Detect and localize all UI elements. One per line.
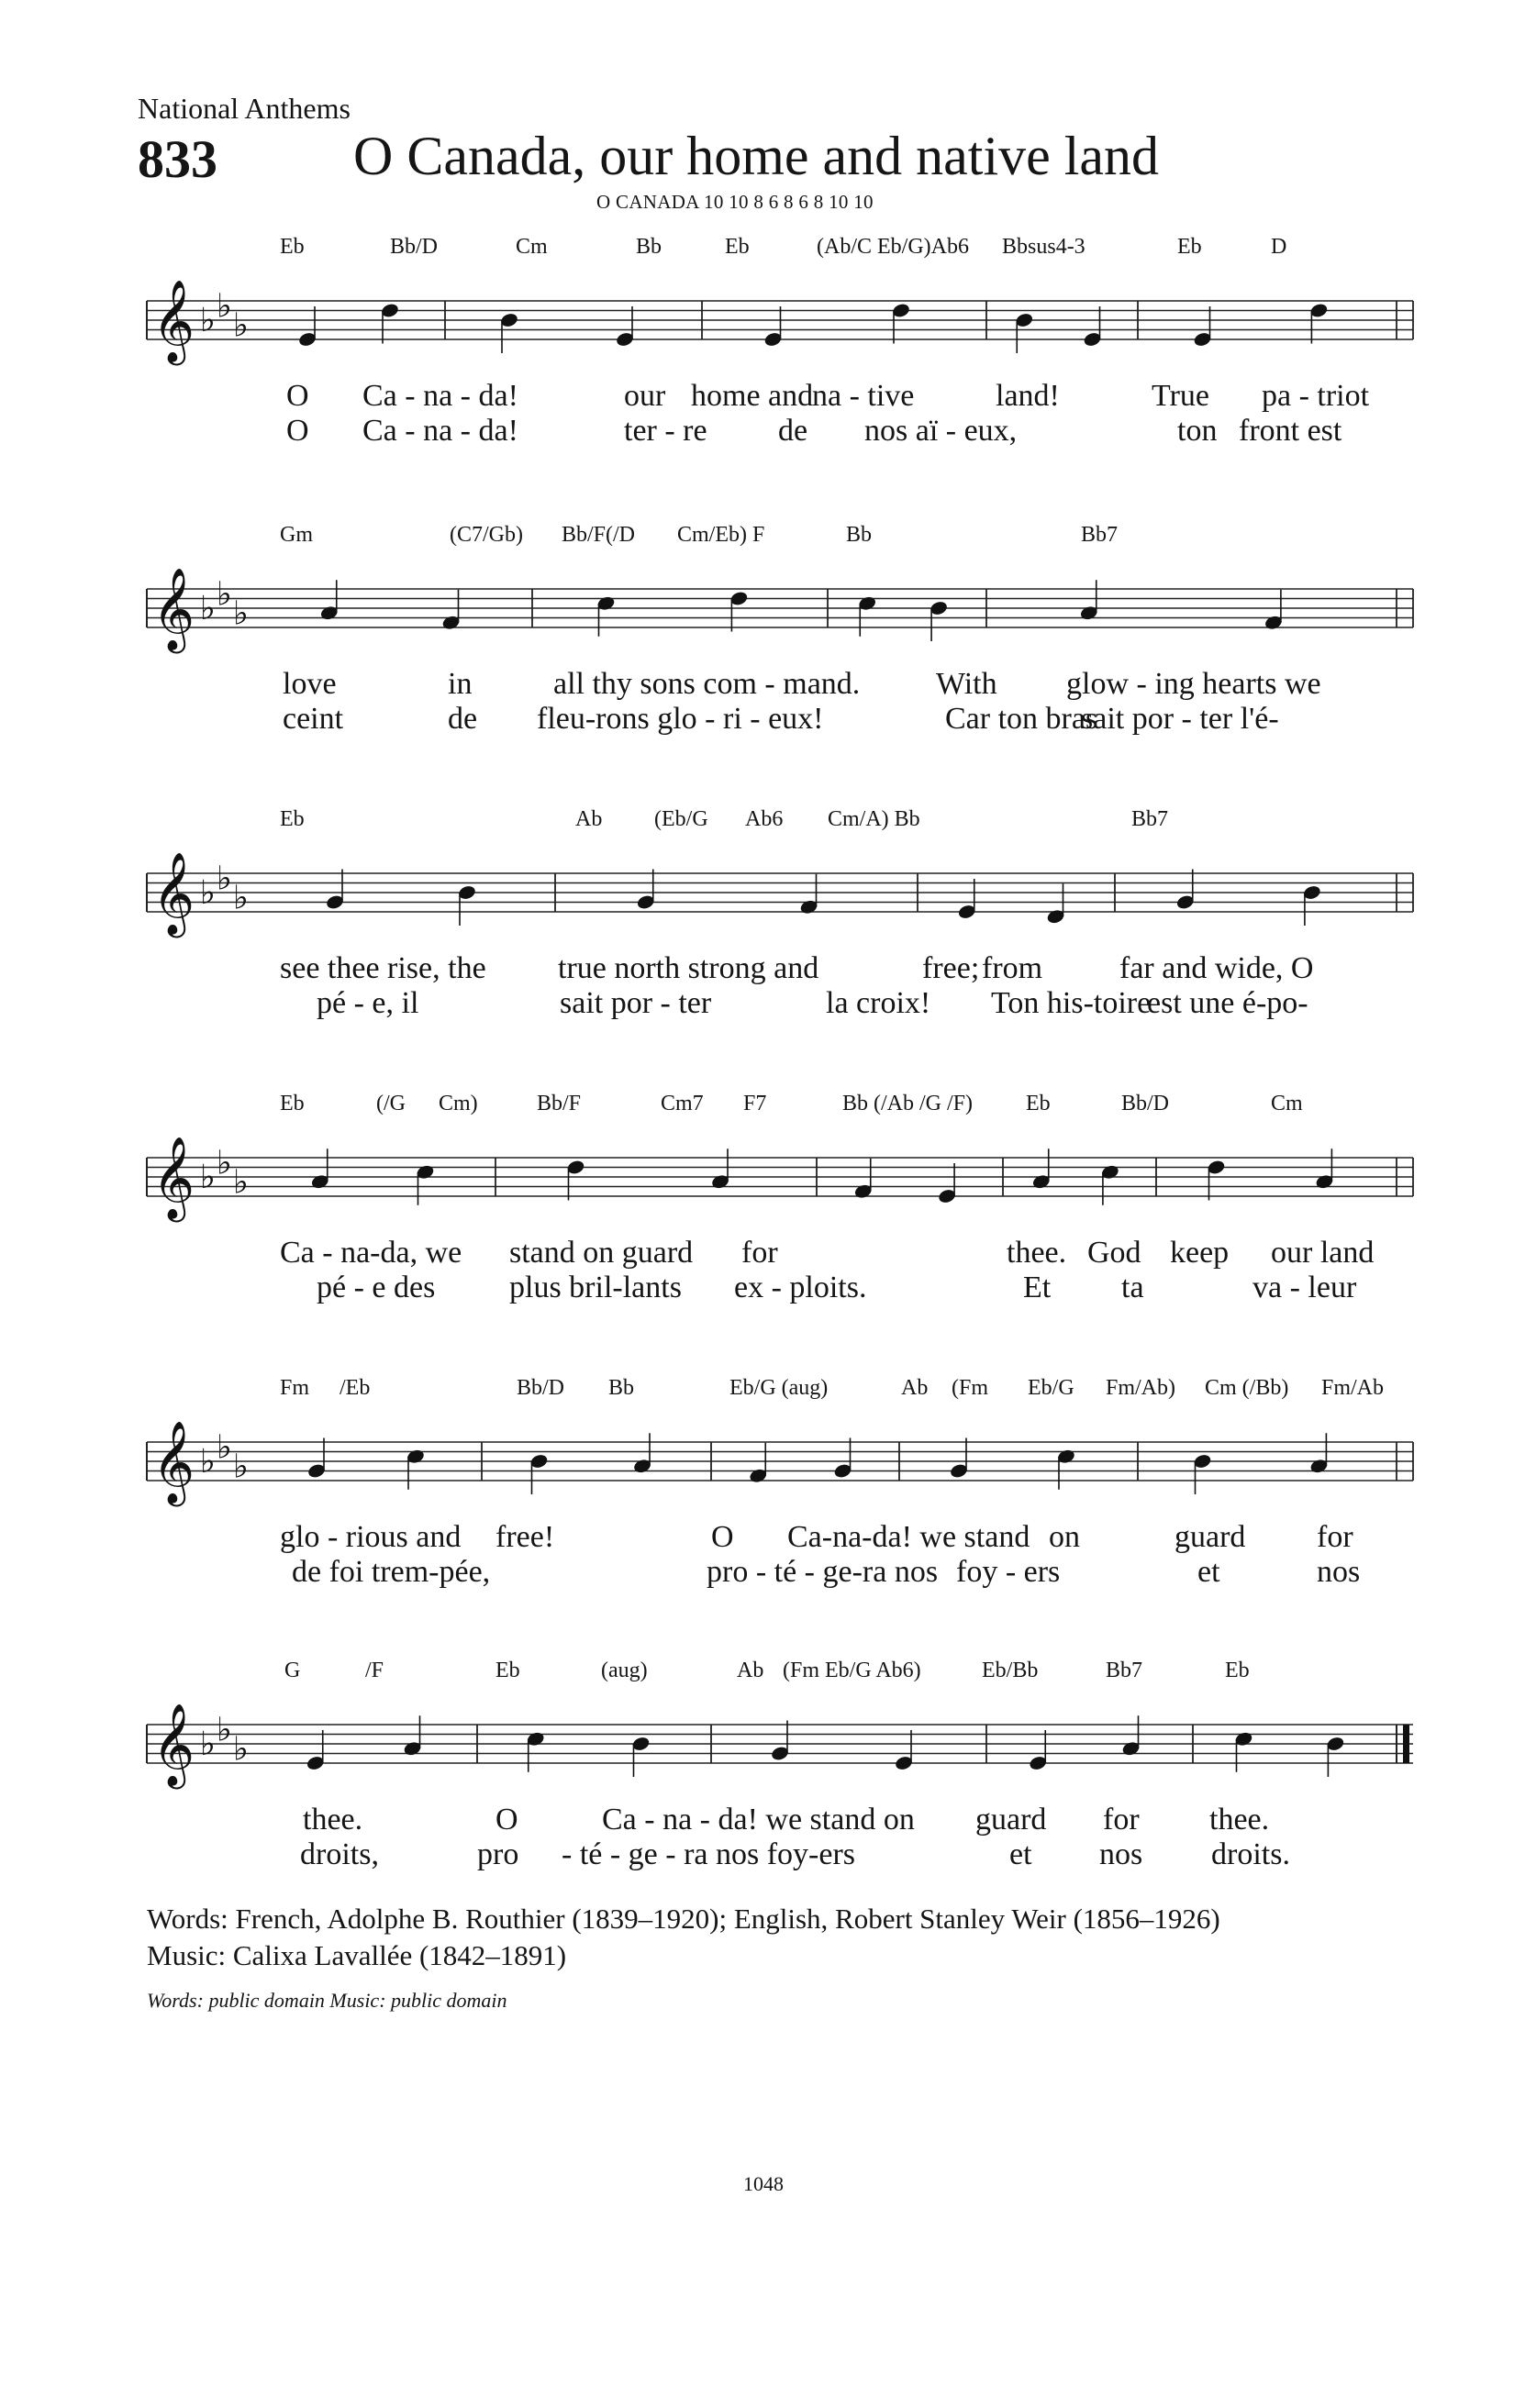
lyric-verse1: thee. <box>303 1803 363 1837</box>
lyric-verse1: glow - ing hearts we <box>1066 667 1321 701</box>
treble-clef: 𝄞 <box>152 280 195 362</box>
chord-symbol: (C7/Gb) <box>450 523 523 547</box>
chord-symbol: F7 <box>743 1092 767 1115</box>
lyric-verse1: O <box>711 1520 734 1554</box>
chord-symbol: Bb/F(/D <box>562 523 636 547</box>
chord-symbol: Cm/Eb) F <box>677 523 765 547</box>
chord-symbol: Bb/D <box>1121 1092 1170 1115</box>
chord-symbol: Bb7 <box>1131 807 1169 831</box>
lyric-verse1: thee. <box>1209 1803 1270 1837</box>
key-signature-flat: ♭ <box>200 590 216 627</box>
lyric-verse1: glo - rious and <box>280 1520 462 1554</box>
chord-symbol: Bb7 <box>1106 1659 1143 1682</box>
chord-symbol: Bb (/Ab /G /F) <box>842 1092 974 1115</box>
lyric-verse1: Ca - na - da! we stand on <box>602 1803 915 1837</box>
lyric-verse1: pa - triot <box>1262 379 1370 413</box>
key-signature-flat: ♭ <box>217 575 232 614</box>
chord-symbol: Bb/D <box>390 235 439 259</box>
key-signature-flat: ♭ <box>217 860 232 898</box>
chord-symbol: /F <box>365 1659 384 1682</box>
music-credit: Music: Calixa Lavallée (1842–1891) <box>147 1939 567 1971</box>
hymn-number: 833 <box>138 129 217 189</box>
lyric-verse2: pé - e, il <box>317 986 419 1020</box>
lyric-verse2: Ca - na - da! <box>362 414 518 448</box>
key-signature-flat: ♭ <box>217 1144 232 1182</box>
lyric-verse2: pé - e des <box>317 1271 436 1304</box>
lyric-verse2: pro <box>477 1837 519 1871</box>
lyric-verse1: home and <box>691 379 814 413</box>
lyric-verse2: plus bril-lants <box>509 1271 682 1304</box>
chord-symbol: (/G <box>376 1092 406 1115</box>
lyric-verse1: for <box>741 1236 778 1270</box>
chord-symbol: Cm) <box>439 1092 478 1115</box>
lyric-verse1: na - tive <box>812 379 915 413</box>
chord-symbol: (Eb/G <box>654 807 708 831</box>
lyric-verse2: Et <box>1023 1271 1052 1304</box>
lyric-verse2: - té - ge - ra nos foy-ers <box>562 1837 856 1871</box>
lyric-verse1: guard <box>975 1803 1047 1837</box>
lyric-verse1: on <box>1049 1520 1080 1554</box>
credits <box>147 1901 1220 1974</box>
lyric-verse2: droits, <box>300 1837 379 1871</box>
lyric-verse1: in <box>448 667 473 701</box>
staff-system-5 <box>0 1415 1514 1515</box>
key-signature-flat: ♭ <box>217 1711 232 1749</box>
chord-symbol: Bb <box>846 523 873 547</box>
chord-symbol: Eb/G (aug) <box>729 1376 829 1400</box>
hymn-title: O Canada, our home and native land <box>353 126 1160 186</box>
chord-symbol: Cm7 <box>661 1092 704 1115</box>
lyric-verse1: love <box>283 667 337 701</box>
chord-symbol: Fm/Ab) <box>1106 1376 1176 1400</box>
lyric-verse2: fleu-rons glo - ri - eux! <box>537 702 824 736</box>
chord-symbol: (aug) <box>601 1659 648 1682</box>
lyric-verse2: de <box>448 702 478 736</box>
lyric-verse2: ex - ploits. <box>734 1271 867 1304</box>
treble-clef: 𝄞 <box>152 1421 195 1504</box>
chord-symbol: Cm (/Bb) <box>1205 1376 1289 1400</box>
chord-symbol: Fm <box>280 1376 310 1400</box>
lyric-verse2: est une é-po- <box>1147 986 1308 1020</box>
chord-symbol: Cm/A) Bb <box>828 807 920 831</box>
key-signature-flat: ♭ <box>200 1443 216 1481</box>
lyric-verse2: O <box>286 414 309 448</box>
lyric-verse1: keep <box>1170 1236 1230 1270</box>
chord-symbol: Eb <box>725 235 750 259</box>
staff-system-2 <box>0 561 1514 662</box>
lyric-verse1: guard <box>1174 1520 1246 1554</box>
chord-symbol: Eb <box>280 1092 305 1115</box>
chord-symbol: Ab <box>575 807 603 831</box>
chord-symbol: Eb/G <box>1028 1376 1074 1400</box>
final-barline <box>1403 1725 1409 1763</box>
lyric-verse1: far and wide, O <box>1119 951 1314 985</box>
chord-symbol: Eb <box>280 807 305 831</box>
key-signature-flat: ♭ <box>233 1163 249 1202</box>
chord-symbol: Ab <box>737 1659 764 1682</box>
lyric-verse2: nos <box>1099 1837 1143 1871</box>
key-signature-flat: ♭ <box>200 1726 216 1763</box>
lyric-verse1: our <box>624 379 666 413</box>
treble-clef: 𝄞 <box>152 852 195 935</box>
treble-clef: 𝄞 <box>152 568 195 650</box>
lyric-verse1: Ca - na-da, we <box>280 1236 462 1270</box>
section-heading: National Anthems <box>138 92 351 125</box>
chord-symbol: D <box>1271 235 1287 259</box>
key-signature-flat: ♭ <box>200 302 216 339</box>
staff-system-6 <box>0 1697 1514 1798</box>
chord-symbol: Bb <box>636 235 662 259</box>
lyric-verse2: nos <box>1317 1555 1361 1589</box>
chord-symbol: Cm <box>516 235 548 259</box>
lyric-verse2: ter - re <box>624 414 707 448</box>
lyric-verse2: droits. <box>1211 1837 1290 1871</box>
lyric-verse1: from <box>982 951 1043 985</box>
lyric-verse1: all thy sons com - mand. <box>553 667 861 701</box>
lyric-verse1: see thee rise, the <box>280 951 486 985</box>
chord-symbol: Ab6 <box>745 807 784 831</box>
key-signature-flat: ♭ <box>233 594 249 633</box>
lyric-verse2: sait por - ter <box>560 986 712 1020</box>
chord-symbol: Ab <box>901 1376 929 1400</box>
lyric-verse2: sait por - ter l'é- <box>1081 702 1279 736</box>
key-signature-flat: ♭ <box>233 1448 249 1486</box>
key-signature-flat: ♭ <box>200 1159 216 1196</box>
page-number: 1048 <box>743 2172 784 2195</box>
chord-symbol: (Fm <box>952 1376 989 1400</box>
chord-symbol: Fm/Ab <box>1321 1376 1385 1400</box>
chord-symbol: Eb <box>1177 235 1202 259</box>
lyric-verse2: et <box>1009 1837 1032 1871</box>
lyric-verse2: de foi trem-pée, <box>292 1555 491 1589</box>
treble-clef: 𝄞 <box>152 1703 195 1786</box>
chord-symbol: (Ab/C Eb/G)Ab6 <box>817 235 969 259</box>
lyric-verse2: ton <box>1177 414 1218 448</box>
words-credit: Words: French, Adolphe B. Routhier (1839–1920); English, Robert Stanley Weir (1856–1926) <box>147 1903 1220 1935</box>
staff-system-1 <box>0 273 1514 374</box>
lyric-verse2: foy - ers <box>956 1555 1061 1589</box>
lyric-verse2: de <box>778 414 808 448</box>
lyric-verse1: O <box>286 379 309 413</box>
chord-symbol: Bb/D <box>517 1376 565 1400</box>
key-signature-flat: ♭ <box>233 879 249 917</box>
chord-symbol: Bb/F <box>537 1092 582 1115</box>
lyric-verse2: nos aï - eux, <box>864 414 1018 448</box>
staff-system-3 <box>0 846 1514 947</box>
chord-symbol: Eb/Bb <box>982 1659 1039 1682</box>
lyric-verse2: pro - té - ge-ra nos <box>707 1555 939 1589</box>
copyright-notice: Words: public domain Music: public domain <box>147 1989 507 2012</box>
lyric-verse1: our land <box>1271 1236 1375 1270</box>
chord-symbol: Eb <box>1026 1092 1051 1115</box>
chord-symbol: Eb <box>495 1659 520 1682</box>
lyric-verse2: ta <box>1121 1271 1144 1304</box>
lyric-verse2: et <box>1197 1555 1220 1589</box>
lyric-verse1: stand on guard <box>509 1236 694 1270</box>
key-signature-flat: ♭ <box>233 306 249 345</box>
chord-symbol: G <box>284 1659 301 1682</box>
chord-symbol: (Fm Eb/G Ab6) <box>783 1659 921 1682</box>
lyric-verse1: for <box>1317 1520 1353 1554</box>
key-signature-flat: ♭ <box>233 1730 249 1769</box>
lyric-verse2: la croix! <box>826 986 931 1020</box>
lyric-verse2: va - leur <box>1252 1271 1357 1304</box>
lyric-verse1: free! <box>495 1520 555 1554</box>
lyric-verse2: Car ton bras <box>945 702 1098 736</box>
lyric-verse1: True <box>1152 379 1209 413</box>
chord-symbol: Eb <box>280 235 305 259</box>
chord-symbol: Cm <box>1271 1092 1303 1115</box>
lyric-verse1: free; <box>922 951 980 985</box>
key-signature-flat: ♭ <box>200 874 216 912</box>
lyric-verse2: Ton his-toire <box>991 986 1152 1020</box>
chord-symbol: Bb <box>608 1376 635 1400</box>
lyric-verse1: Ca - na - da! <box>362 379 518 413</box>
chord-symbol: Gm <box>280 523 313 547</box>
lyric-verse1: Ca-na-da! we stand <box>787 1520 1030 1554</box>
tune-name-meter: O CANADA 10 10 8 6 8 6 8 10 10 <box>596 191 874 213</box>
key-signature-flat: ♭ <box>217 287 232 326</box>
staff-system-4 <box>0 1130 1514 1231</box>
lyric-verse2: front est <box>1239 414 1342 448</box>
lyric-verse2: ceint <box>283 702 344 736</box>
lyric-verse1: thee. <box>1007 1236 1067 1270</box>
chord-symbol: Eb <box>1225 1659 1250 1682</box>
lyric-verse1: land! <box>996 379 1060 413</box>
lyric-verse1: true north strong and <box>558 951 819 985</box>
chord-symbol: Bbsus4-3 <box>1002 235 1085 259</box>
lyric-verse1: With <box>936 667 997 701</box>
lyric-verse1: for <box>1103 1803 1140 1837</box>
treble-clef: 𝄞 <box>152 1137 195 1219</box>
chord-symbol: Bb7 <box>1081 523 1119 547</box>
chord-symbol: /Eb <box>340 1376 371 1400</box>
key-signature-flat: ♭ <box>217 1428 232 1467</box>
lyric-verse1: God <box>1087 1236 1141 1270</box>
lyric-verse1: O <box>495 1803 518 1837</box>
